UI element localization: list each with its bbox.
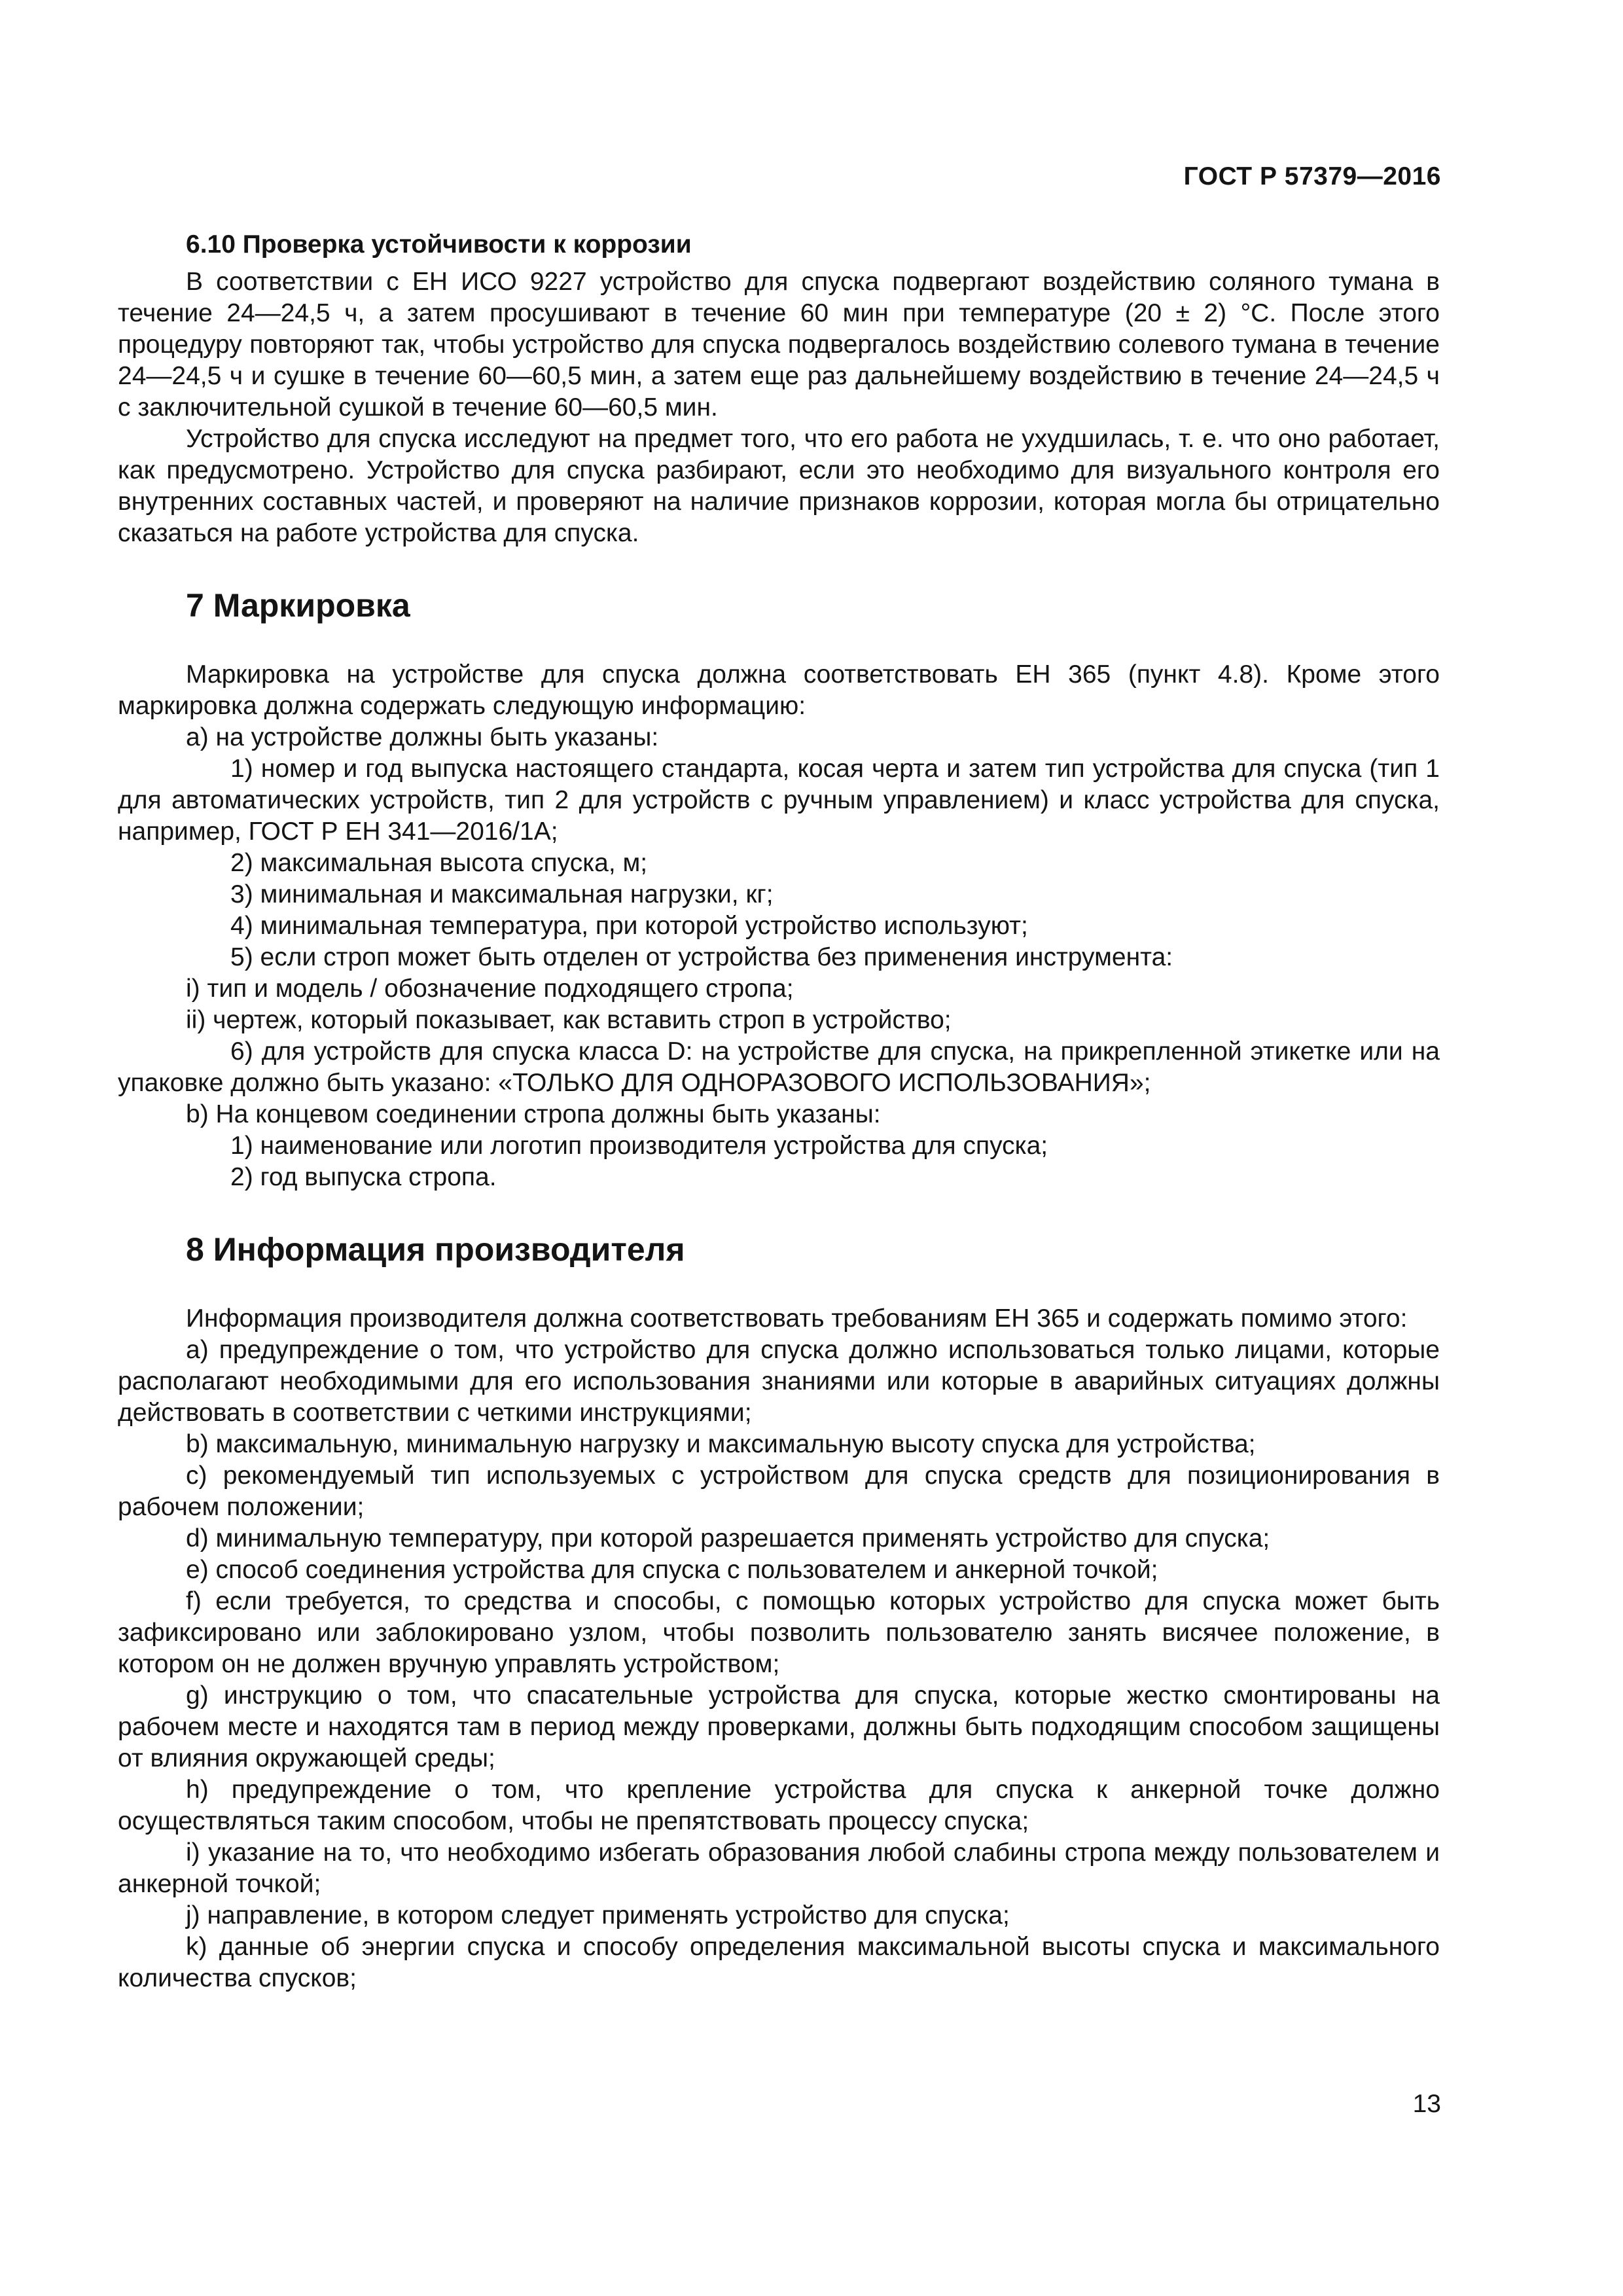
section-7-item-a5: 5) если строп может быть отделен от устройства без применения инструмента:	[230, 943, 1173, 971]
section-8-item-e: e) способ соединения устройства для спуска с пользователем и анкерной точкой;	[186, 1556, 1158, 1584]
section-8-item-f: f) если требуется, то средства и способы, с помощью которых устройство для спуска может быть зафиксировано или заблокировано узлом, чтобы позволить пользователю занять висячее положение, в котором он не должен вручную управлять устройством;	[118, 1587, 1440, 1678]
section-7-item-a6: 6) для устройств для спуска класса D: на устройстве для спуска, на прикрепленной этикетке или на упаковке должно быть указано: «ТОЛЬКО ДЛЯ ОДНОРАЗОВОГО ИСПОЛЬЗОВАНИЯ»;	[118, 1037, 1440, 1097]
section-6-10-title: 6.10 Проверка устойчивости к коррозии	[186, 230, 692, 259]
section-8-item-b: b) максимальную, минимальную нагрузку и максимальную высоту спуска для устройства;	[186, 1430, 1256, 1458]
section-7-item-a5-i: i) тип и модель / обозначение подходящего стропа;	[186, 975, 794, 1003]
section-7-item-b2: 2) год выпуска стропа.	[230, 1163, 497, 1191]
section-7-item-a1: 1) номер и год выпуска настоящего стандарта, косая черта и затем тип устройства для спуска (тип 1 для автоматических устройств, тип 2 для устройств с ручным управлением) и класс устройства для спуска, например, ГОСТ Р ЕН 341—2016/1А;	[118, 755, 1440, 846]
section-8-item-c: c) рекомендуемый тип используемых с устройством для спуска средств для позиционирования в рабочем положении;	[118, 1462, 1440, 1521]
section-7-item-a5-ii: ii) чертеж, который показывает, как вставить строп в устройство;	[186, 1006, 952, 1034]
section-6-10-paragraph-1: В соответствии с ЕН ИСО 9227 устройство для спуска подвергают воздействию соляного тумана в течение 24—24,5 ч, а затем просушивают в течение 60 мин при температуре (20 ± 2) °С. После этого процедуру повторяют так, чтобы устройство для спуска подвергалось воздействию солевого тумана в течение 24—24,5 ч и сушке в течение 60—60,5 мин, а затем еще раз дальнейшему воздействию в течение 24—24,5 ч с заключительной сушкой в течение 60—60,5 мин.	[118, 268, 1440, 422]
section-8-item-j: j) направление, в котором следует применять устройство для спуска;	[186, 1901, 1010, 1929]
section-8-item-i: i) указание на то, что необходимо избегать образования любой слабины стропа между пользователем и анкерной точкой;	[118, 1839, 1440, 1898]
section-8-item-d: d) минимальную температуру, при которой разрешается применять устройство для спуска;	[186, 1524, 1270, 1552]
section-7-item-a: a) на устройстве должны быть указаны:	[186, 723, 659, 751]
section-7-item-b1: 1) наименование или логотип производителя устройства для спуска;	[230, 1132, 1048, 1160]
section-7-item-a3: 3) минимальная и максимальная нагрузки, кг;	[230, 880, 774, 908]
section-7-intro: Маркировка на устройстве для спуска должна соответствовать ЕН 365 (пункт 4.8). Кроме этого маркировка должна содержать следующую информацию:	[118, 660, 1440, 720]
section-7-item-b: b) На концевом соединении стропа должны быть указаны:	[186, 1100, 881, 1128]
page-number: 13	[1412, 2090, 1441, 2118]
page-content	[118, 229, 1440, 1994]
section-8-intro: Информация производителя должна соответствовать требованиям ЕН 365 и содержать помимо этого:	[186, 1304, 1408, 1333]
section-7-title: 7 Маркировка	[186, 587, 410, 624]
section-8-item-g: g) инструкцию о том, что спасательные устройства для спуска, которые жестко смонтированы на рабочем месте и находятся там в период между проверками, должны быть подходящим способом защищены от влияния окружающей среды;	[118, 1681, 1440, 1772]
standard-id: ГОСТ Р 57379—2016	[1183, 162, 1441, 190]
section-6-10-paragraph-2: Устройство для спуска исследуют на предмет того, что его работа не ухудшилась, т. е. что оно работает, как предусмотрено. Устройство для спуска разбирают, если это необходимо для визуального контроля его внутренних составных частей, и проверяют на наличие признаков коррозии, которая могла бы отрицательно сказаться на работе устройства для спуска.	[118, 425, 1440, 547]
section-8-item-a: a) предупреждение о том, что устройство для спуска должно использоваться только лицами, которые располагают необходимыми для его использования знаниями или которые в аварийных ситуациях должны действовать в соответствии с четкими инструкциями;	[118, 1336, 1440, 1427]
section-8-item-k: k) данные об энергии спуска и способу определения максимальной высоты спуска и максимального количества спусков;	[118, 1933, 1440, 1992]
section-7-item-a4: 4) минимальная температура, при которой устройство используют;	[230, 912, 1028, 940]
section-8-title: 8 Информация производителя	[186, 1231, 685, 1268]
section-8-item-h: h) предупреждение о том, что крепление устройства для спуска к анкерной точке должно осуществляться таким способом, чтобы не препятствовать процессу спуска;	[118, 1776, 1440, 1835]
section-7-item-a2: 2) максимальная высота спуска, м;	[230, 849, 648, 877]
